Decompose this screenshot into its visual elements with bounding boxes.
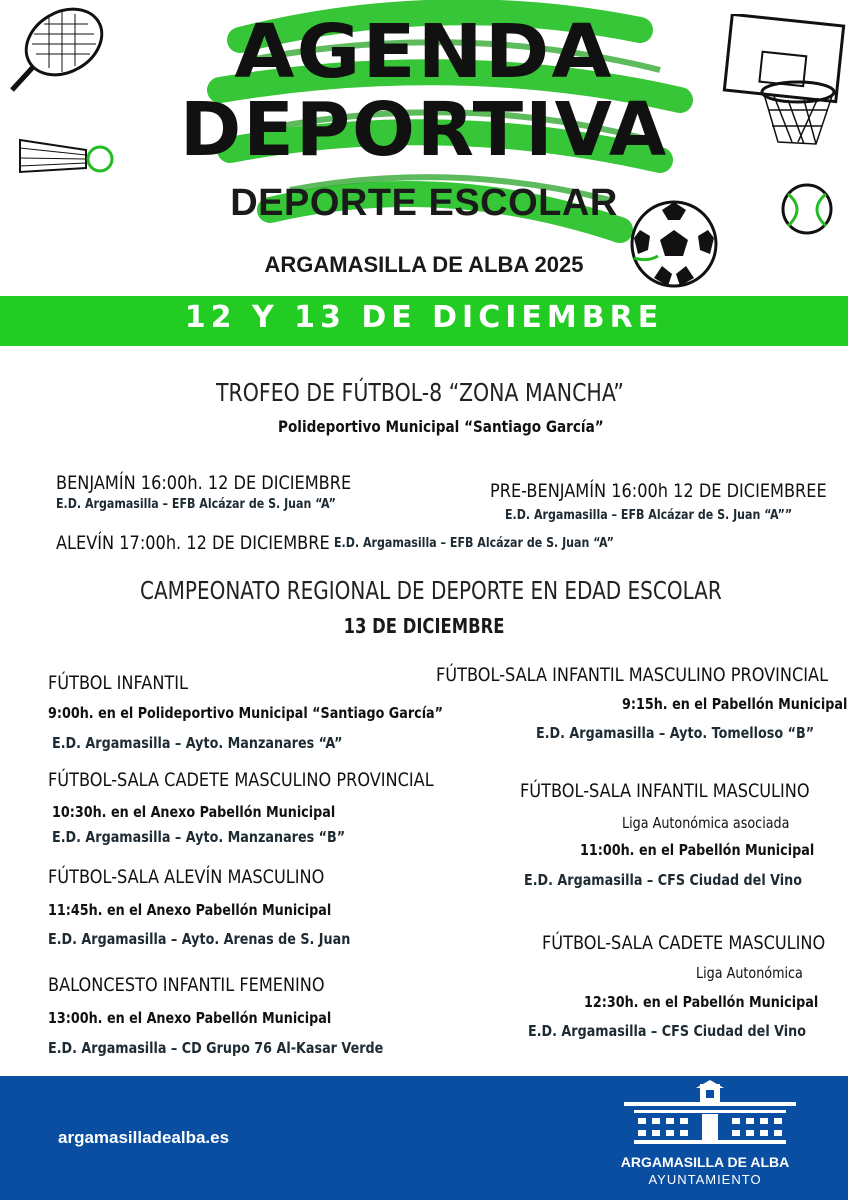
event-time: 9:15h. en el Pabellón Municipal	[622, 695, 848, 713]
benjamin-match: E.D. Argamasilla – EFB Alcázar de S. Juan “A”	[56, 497, 336, 512]
event-time: 11:45h. en el Anexo Pabellón Municipal	[48, 901, 332, 919]
event-category: FÚTBOL-SALA ALEVÍN MASCULINO	[48, 866, 325, 888]
location-year: ARGAMASILLA DE ALBA 2025	[264, 252, 584, 277]
logo-name: ARGAMASILLA DE ALBA	[620, 1154, 790, 1170]
event-category: FÚTBOL INFANTIL	[48, 672, 189, 694]
prebenjamin-match: E.D. Argamasilla – EFB Alcázar de S. Juan “A””	[505, 508, 793, 523]
campeonato-title: CAMPEONATO REGIONAL DE DEPORTE EN EDAD ESCOLAR	[140, 576, 722, 605]
prebenjamin-label: PRE-BENJAMÍN 16:00h 12 DE DICIEMBREE	[490, 480, 827, 502]
event-match: E.D. Argamasilla – Ayto. Tomelloso “B”	[536, 724, 815, 742]
logo-subtitle: AYUNTAMIENTO	[648, 1172, 762, 1187]
event-category: FÚTBOL-SALA INFANTIL MASCULINO PROVINCIAL	[436, 664, 829, 686]
trofeo-venue: Polideportivo Municipal “Santiago García”	[278, 417, 604, 436]
campeonato-date-text: 13 DE DICIEMBRE	[343, 614, 505, 638]
event-match: E.D. Argamasilla – CFS Ciudad del Vino	[528, 1022, 806, 1040]
trofeo-title: TROFEO DE FÚTBOL-8 “ZONA MANCHA”	[216, 378, 624, 407]
title-line-1: AGENDA	[234, 9, 614, 95]
event-time: 13:00h. en el Anexo Pabellón Municipal	[48, 1009, 332, 1027]
event-match: E.D. Argamasilla – Ayto. Manzanares “A”	[52, 734, 343, 752]
event-match: E.D. Argamasilla – Ayto. Manzanares “B”	[52, 828, 346, 846]
event-category: FÚTBOL-SALA CADETE MASCULINO	[542, 932, 826, 954]
subtitle: DEPORTE ESCOLAR	[230, 182, 618, 224]
event-league: Liga Autonómica asociada	[622, 814, 790, 832]
event-match: E.D. Argamasilla – CFS Ciudad del Vino	[524, 871, 802, 889]
website-link[interactable]: argamasilladealba.es	[58, 1128, 230, 1147]
event-category: FÚTBOL-SALA INFANTIL MASCULINO	[520, 780, 810, 802]
event-time: 10:30h. en el Anexo Pabellón Municipal	[52, 803, 336, 821]
alevin-match: E.D. Argamasilla – EFB Alcázar de S. Juan “A”	[334, 536, 614, 551]
event-category: BALONCESTO INFANTIL FEMENINO	[48, 974, 325, 996]
dates-band-text: 12 Y 13 DE DICIEMBRE	[184, 300, 664, 335]
event-time: 11:00h. en el Pabellón Municipal	[580, 841, 815, 859]
event-time: 12:30h. en el Pabellón Municipal	[584, 993, 819, 1011]
event-time: 9:00h. en el Polideportivo Municipal “Santiago García”	[48, 704, 444, 722]
title-line-2: DEPORTIVA	[179, 87, 669, 173]
campeonato-date	[0, 614, 848, 638]
event-league: Liga Autonómica	[696, 964, 803, 982]
event-category: FÚTBOL-SALA CADETE MASCULINO PROVINCIAL	[48, 769, 434, 791]
alevin-label: ALEVÍN 17:00h. 12 DE DICIEMBRE	[56, 532, 330, 554]
benjamin-label: BENJAMÍN 16:00h. 12 DE DICIEMBRE	[56, 472, 352, 494]
event-match: E.D. Argamasilla – CD Grupo 76 Al-Kasar Verde	[48, 1039, 384, 1057]
town-hall-logo-icon	[620, 1080, 800, 1152]
event-match: E.D. Argamasilla – Ayto. Arenas de S. Juan	[48, 930, 351, 948]
